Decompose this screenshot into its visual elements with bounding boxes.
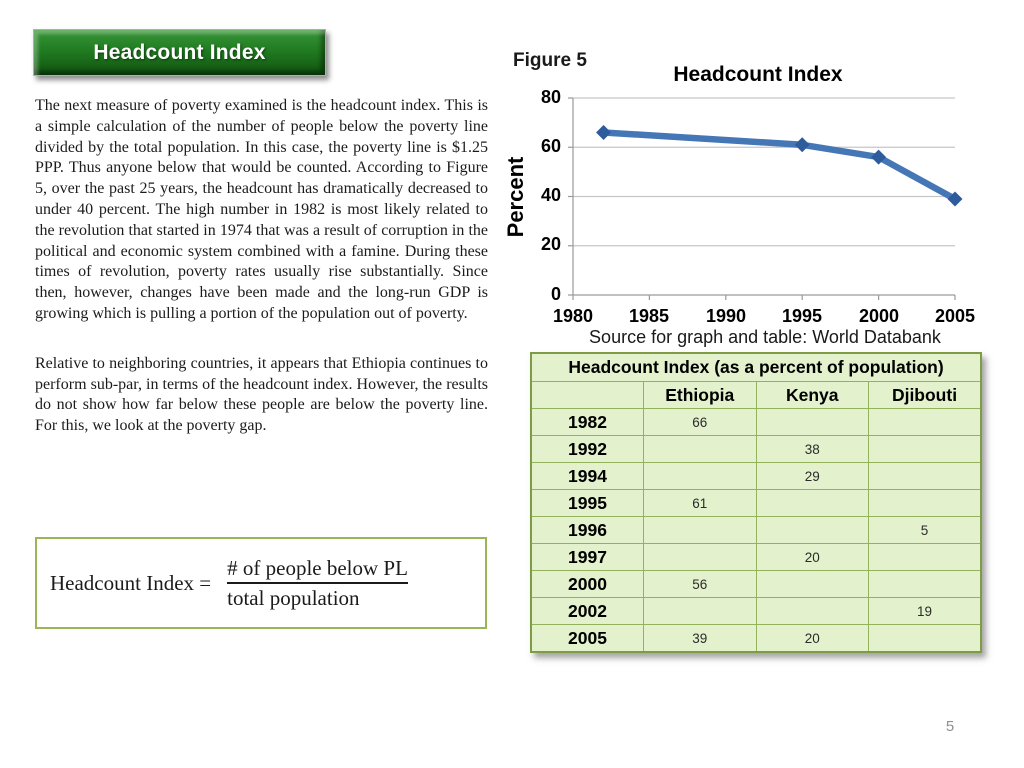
year-cell: 2000 [531, 571, 644, 598]
column-header-djibouti: Djibouti [869, 382, 982, 409]
slide-title: Headcount Index [93, 40, 266, 64]
x-tick-label: 1985 [628, 306, 670, 326]
column-header-year [531, 382, 644, 409]
kenya-cell: 20 [756, 625, 869, 653]
y-tick-label: 80 [540, 87, 561, 107]
djibouti-cell [869, 571, 982, 598]
djibouti-cell [869, 436, 982, 463]
x-tick-label: 1980 [552, 306, 594, 326]
table-row [531, 490, 981, 517]
year-cell: 1995 [531, 490, 644, 517]
year-cell: 2002 [531, 598, 644, 625]
year-cell: 1982 [531, 409, 644, 436]
x-tick-label: 1990 [705, 306, 747, 326]
formula-denominator: total population [227, 585, 360, 610]
year-cell: 1992 [531, 436, 644, 463]
djibouti-cell: 5 [869, 517, 982, 544]
ethiopia-cell [644, 436, 757, 463]
page-number: 5 [945, 718, 955, 735]
y-tick-label: 20 [540, 234, 561, 254]
table-title-row [531, 353, 981, 382]
ethiopia-cell: 56 [644, 571, 757, 598]
year-cell: 1997 [531, 544, 644, 571]
ethiopia-cell: 61 [644, 490, 757, 517]
table-row [531, 409, 981, 436]
ethiopia-cell [644, 544, 757, 571]
table-header-row [531, 382, 981, 409]
x-tick-label: 2005 [934, 306, 976, 326]
y-tick-label: 0 [550, 284, 561, 304]
djibouti-cell [869, 463, 982, 490]
formula-lhs: Headcount Index = [50, 570, 212, 595]
formula-numerator: # of people below PL [227, 556, 408, 584]
x-tick-label: 2000 [858, 306, 900, 326]
year-cell: 1996 [531, 517, 644, 544]
source-note: Source for graph and table: World Databank [589, 327, 941, 347]
kenya-cell [756, 409, 869, 436]
table-row [531, 625, 981, 653]
column-header-kenya: Kenya [756, 382, 869, 409]
table-row [531, 517, 981, 544]
year-cell: 1994 [531, 463, 644, 490]
body-text [35, 96, 488, 437]
ethiopia-cell [644, 517, 757, 544]
djibouti-cell [869, 625, 982, 653]
kenya-cell [756, 598, 869, 625]
column-header-ethiopia: Ethiopia [644, 382, 757, 409]
table-title: Headcount Index (as a percent of population) [531, 353, 981, 382]
djibouti-cell: 19 [869, 598, 982, 625]
kenya-cell: 20 [756, 544, 869, 571]
kenya-cell: 38 [756, 436, 869, 463]
headcount-line-chart [505, 60, 990, 322]
paragraph-2: Relative to neighboring countries, it appears that Ethiopia continues to perform sub-par, in terms of the headcount index. However, the results do not show how far below these people are below the poverty line. For this, we look at the poverty gap. [35, 354, 488, 435]
chart-title: Headcount Index [673, 63, 843, 86]
year-cell: 2005 [531, 625, 644, 653]
kenya-cell: 29 [756, 463, 869, 490]
y-tick-label: 40 [540, 185, 561, 205]
formula-fraction [227, 556, 408, 611]
x-tick-label: 1995 [781, 306, 823, 326]
kenya-cell [756, 490, 869, 517]
table-row [531, 463, 981, 490]
y-tick-label: 60 [540, 136, 561, 156]
table-row [531, 571, 981, 598]
y-axis-label: Percent [503, 156, 528, 238]
djibouti-cell [869, 409, 982, 436]
figure-label: Figure 5 [513, 50, 587, 71]
ethiopia-cell: 39 [644, 625, 757, 653]
ethiopia-cell [644, 463, 757, 490]
table-row [531, 598, 981, 625]
paragraph-1: The next measure of poverty examined is the headcount index. This is a simple calculation of the number of people below the poverty line divided by the total population. In this case, the poverty line is $1.25 PPP. Thus anyone below that would be counted. According to Figure 5, over the past 25 years, the headcount has dramatically decreased to under 40 percent. The high number in 1982 is most likely related to the revolution that started in 1974 that was a result of corruption in the political and economic system combined with a famine. During these times of revolution, poverty rates usually rise substantially. Since then, however, changes have been made and the long-run GDP is growing which is pulling a portion of the population out of poverty. [35, 97, 488, 322]
ethiopia-cell [644, 598, 757, 625]
headcount-table [530, 352, 982, 653]
djibouti-cell [869, 544, 982, 571]
title-banner [33, 29, 326, 76]
table-row [531, 436, 981, 463]
kenya-cell [756, 571, 869, 598]
formula-box [35, 537, 487, 629]
djibouti-cell [869, 490, 982, 517]
kenya-cell [756, 517, 869, 544]
table-row [531, 544, 981, 571]
ethiopia-cell: 66 [644, 409, 757, 436]
